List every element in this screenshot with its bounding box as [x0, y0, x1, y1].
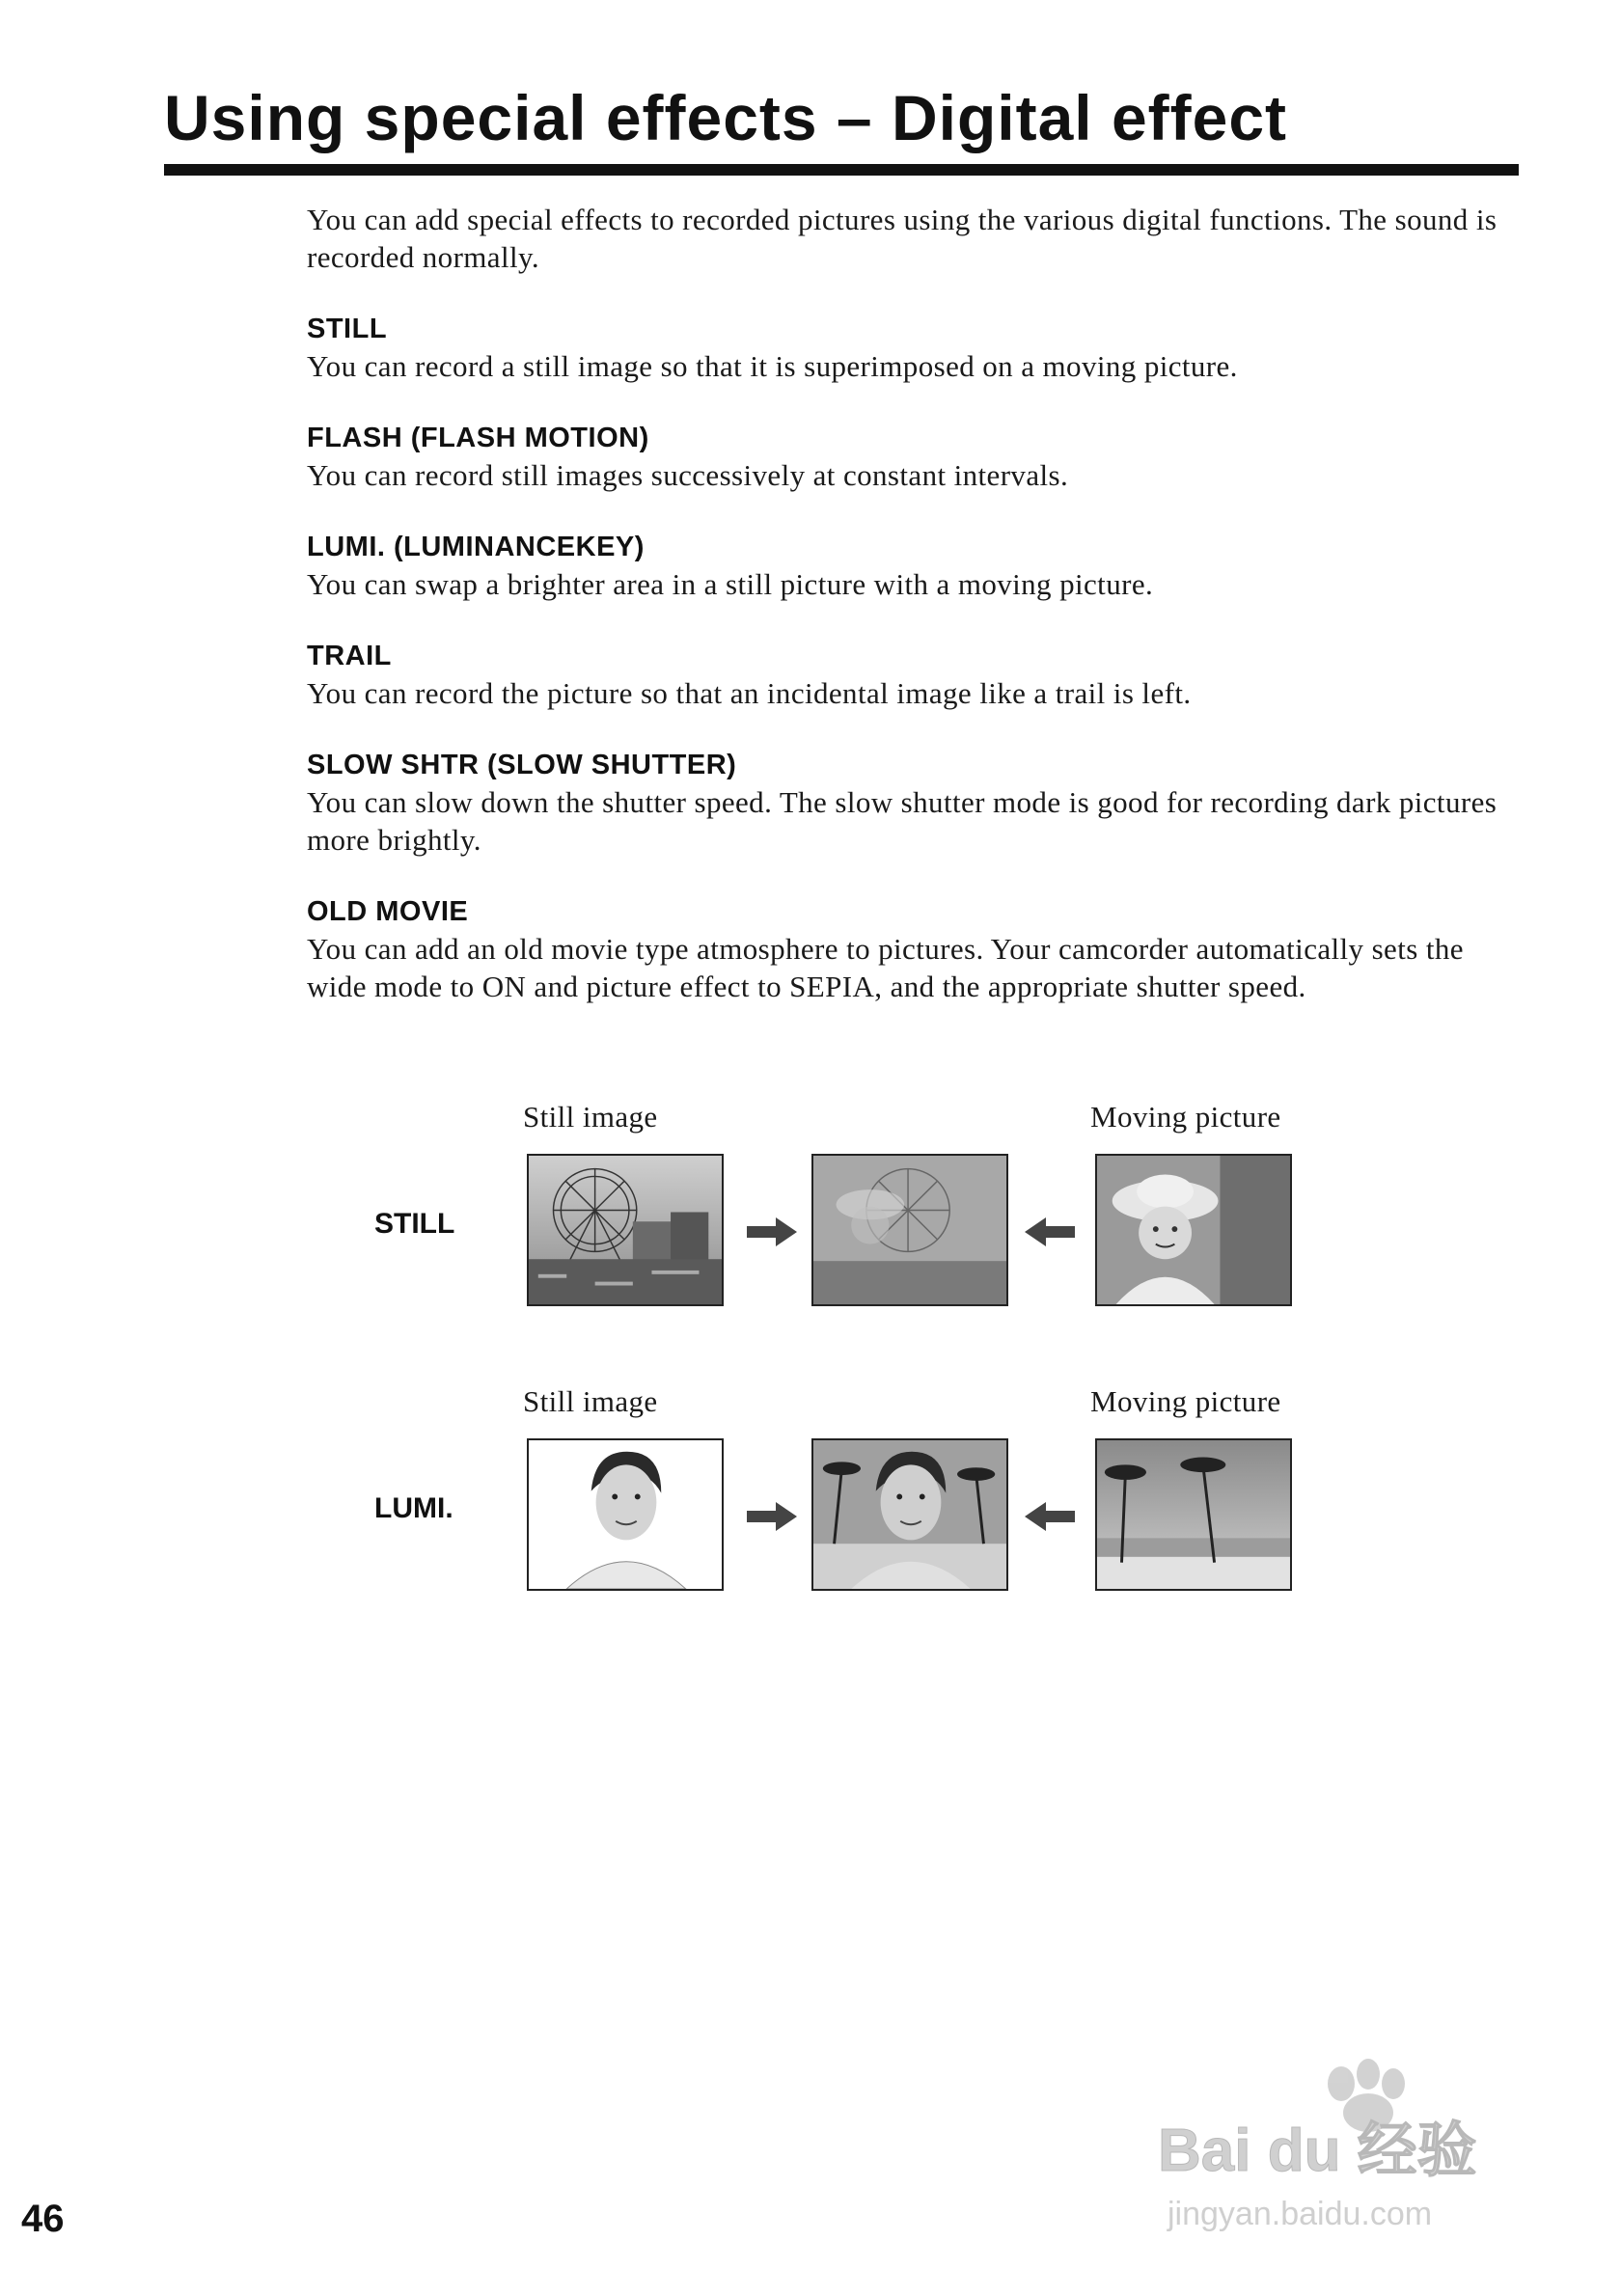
effect-description: You can add an old movie type atmosphere to pictures. Your camcorder automatically sets the wide mode to ON and picture effect to SEPIA, and the appropriate shutter speed.	[307, 932, 1464, 1003]
effect-description: You can swap a brighter area in a still picture with a moving picture.	[307, 567, 1154, 601]
lumi-example-figure	[0, 1384, 1621, 1597]
effect-heading: SLOW SHTR (SLOW SHUTTER)	[307, 750, 737, 780]
beach-palm-photo	[1095, 1438, 1292, 1591]
title-rule	[164, 164, 1519, 176]
luminance-key-result-photo	[811, 1438, 1008, 1591]
ferris-wheel-photo	[527, 1154, 724, 1306]
effect-heading: FLASH (FLASH MOTION)	[307, 423, 649, 453]
baidu-watermark-logo	[1148, 2045, 1553, 2238]
superimposed-result-photo	[811, 1154, 1008, 1306]
main-content	[307, 201, 1523, 1040]
effect-lumi	[307, 529, 1523, 603]
effect-trail	[307, 638, 1523, 712]
page-title: Using special effects – Digital effect	[164, 82, 1288, 153]
effect-description: You can record a still image so that it is superimposed on a moving picture.	[307, 349, 1238, 383]
effect-heading: TRAIL	[307, 641, 392, 671]
effect-flash	[307, 420, 1523, 494]
still-example-figure	[0, 1100, 1621, 1312]
effect-description: You can slow down the shutter speed. The slow shutter mode is good for recording dark pictures more brightly.	[307, 785, 1497, 857]
effect-heading: OLD MOVIE	[307, 896, 469, 927]
figure-label: LUMI.	[374, 1492, 453, 1524]
effect-heading: LUMI. (LUMINANCEKEY)	[307, 532, 645, 562]
effect-still	[307, 311, 1523, 385]
effect-description: You can record still images successively at constant intervals.	[307, 458, 1069, 492]
svg-text:Bai du 经验: Bai du 经验	[1158, 2118, 1477, 2184]
effect-heading: STILL	[307, 314, 388, 344]
effect-description: You can record the picture so that an incidental image like a trail is left.	[307, 676, 1192, 710]
girl-with-hat-photo	[1095, 1154, 1292, 1306]
arrow-right-icon	[747, 1502, 797, 1531]
arrow-left-icon	[1025, 1502, 1075, 1531]
page-number: 46	[21, 2198, 65, 2240]
still-image-caption: Still image	[523, 1384, 658, 1418]
effect-slow-shutter	[307, 747, 1523, 859]
moving-picture-caption: Moving picture	[1090, 1100, 1281, 1134]
arrow-right-icon	[747, 1217, 797, 1246]
arrow-left-icon	[1025, 1217, 1075, 1246]
woman-portrait-photo	[527, 1438, 724, 1591]
svg-text:jingyan.baidu.com: jingyan.baidu.com	[1168, 2196, 1433, 2232]
intro-paragraph: You can add special effects to recorded pictures using the various digital functions. The sound is recorded normally.	[307, 203, 1497, 274]
effect-old-movie	[307, 893, 1523, 1005]
moving-picture-caption: Moving picture	[1090, 1384, 1281, 1418]
still-image-caption: Still image	[523, 1100, 658, 1134]
figure-label: STILL	[374, 1208, 455, 1240]
